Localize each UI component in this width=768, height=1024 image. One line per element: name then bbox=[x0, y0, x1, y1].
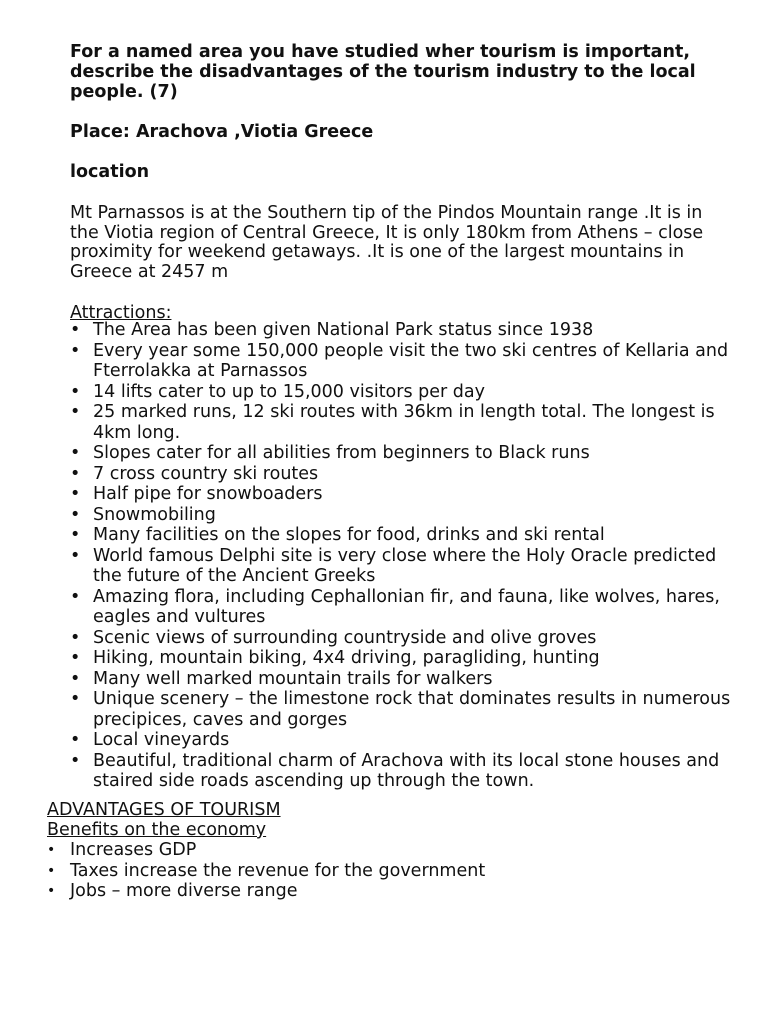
list-item: • Increases GDP bbox=[47, 840, 197, 860]
advantages-heading: ADVANTAGES OF TOURISM bbox=[47, 800, 281, 820]
list-item: • Scenic views of surrounding countryside and olive groves bbox=[70, 627, 597, 648]
list-item: • 25 marked runs, 12 ski routes with 36km in length total. The longest is 4km long. bbox=[70, 402, 715, 443]
place-heading: Place: Arachova ,Viotia Greece bbox=[70, 122, 374, 142]
list-item: • Local vineyards bbox=[70, 730, 230, 750]
bullet-icon: • bbox=[47, 842, 56, 858]
bullet-icon: • bbox=[70, 320, 81, 340]
list-item: • The Area has been given National Park status since 1938 bbox=[70, 320, 594, 340]
list-item: • Many facilities on the slopes for food, drinks and ski rental bbox=[70, 525, 605, 545]
bullet-icon: • bbox=[70, 504, 81, 525]
list-item: • Every year some 150,000 people visit the two ski centres of Kellaria and Fterrolakka at Parnassos bbox=[70, 340, 729, 381]
list-item: • Snowmobiling bbox=[70, 504, 216, 525]
bullet-icon: • bbox=[70, 689, 81, 709]
bullet-icon: • bbox=[70, 484, 81, 504]
bullet-icon: • bbox=[70, 545, 81, 566]
bullet-icon: • bbox=[70, 627, 81, 648]
list-item: • Amazing flora, including Cephallonian fir, and fauna, like wolves, hares, eagles and vultures bbox=[70, 586, 720, 627]
question-heading: For a named area you have studied wher tourism is important, describe the disadvantages of the tourism industry to the local people. (7) bbox=[70, 42, 696, 102]
bullet-icon: • bbox=[70, 525, 81, 545]
list-item: • Many well marked mountain trails for walkers bbox=[70, 668, 493, 689]
list-item: • Taxes increase the revenue for the government bbox=[47, 860, 486, 881]
bullet-icon: • bbox=[70, 381, 81, 402]
bullet-icon: • bbox=[47, 883, 56, 900]
bullet-icon: • bbox=[70, 730, 81, 750]
list-item: • 14 lifts cater to up to 15,000 visitors per day bbox=[70, 381, 485, 402]
attractions-list bbox=[70, 320, 735, 792]
list-item: • Unique scenery – the limestone rock that dominates results in numerous precipices, caves and gorges bbox=[70, 689, 731, 730]
bullet-icon: • bbox=[70, 586, 81, 607]
bullet-icon: • bbox=[70, 402, 81, 422]
bullet-icon: • bbox=[70, 340, 81, 361]
bullet-icon: • bbox=[47, 862, 56, 879]
list-item: • Beautiful, traditional charm of Arachova with its local stone houses and staired side roads ascending up through the town. bbox=[70, 750, 720, 791]
location-heading: location bbox=[70, 162, 150, 182]
economy-heading: Benefits on the economy bbox=[47, 820, 267, 840]
location-paragraph: Mt Parnassos is at the Southern tip of the Pindos Mountain range .It is in the Viotia region of Central Greece, It is only 180km from Athens – close proximity for weekend getaways. .It is one of the largest mountains in Greece at 2457 m bbox=[70, 203, 704, 282]
list-item: • 7 cross country ski routes bbox=[70, 463, 319, 484]
list-item: • Half pipe for snowboaders bbox=[70, 484, 323, 504]
bullet-icon: • bbox=[70, 463, 81, 484]
list-item: • Slopes cater for all abilities from beginners to Black runs bbox=[70, 443, 590, 463]
attractions-heading: Attractions: bbox=[70, 303, 172, 323]
economy-list bbox=[47, 840, 737, 902]
list-item: • World famous Delphi site is very close where the Holy Oracle predicted the future of the Ancient Greeks bbox=[70, 545, 717, 586]
list-item: • Hiking, mountain biking, 4x4 driving, paragliding, hunting bbox=[70, 648, 600, 668]
bullet-icon: • bbox=[70, 668, 81, 689]
bullet-icon: • bbox=[70, 648, 81, 668]
bullet-icon: • bbox=[70, 750, 81, 771]
list-item: • Jobs – more diverse range bbox=[47, 881, 298, 902]
bullet-icon: • bbox=[70, 443, 81, 463]
